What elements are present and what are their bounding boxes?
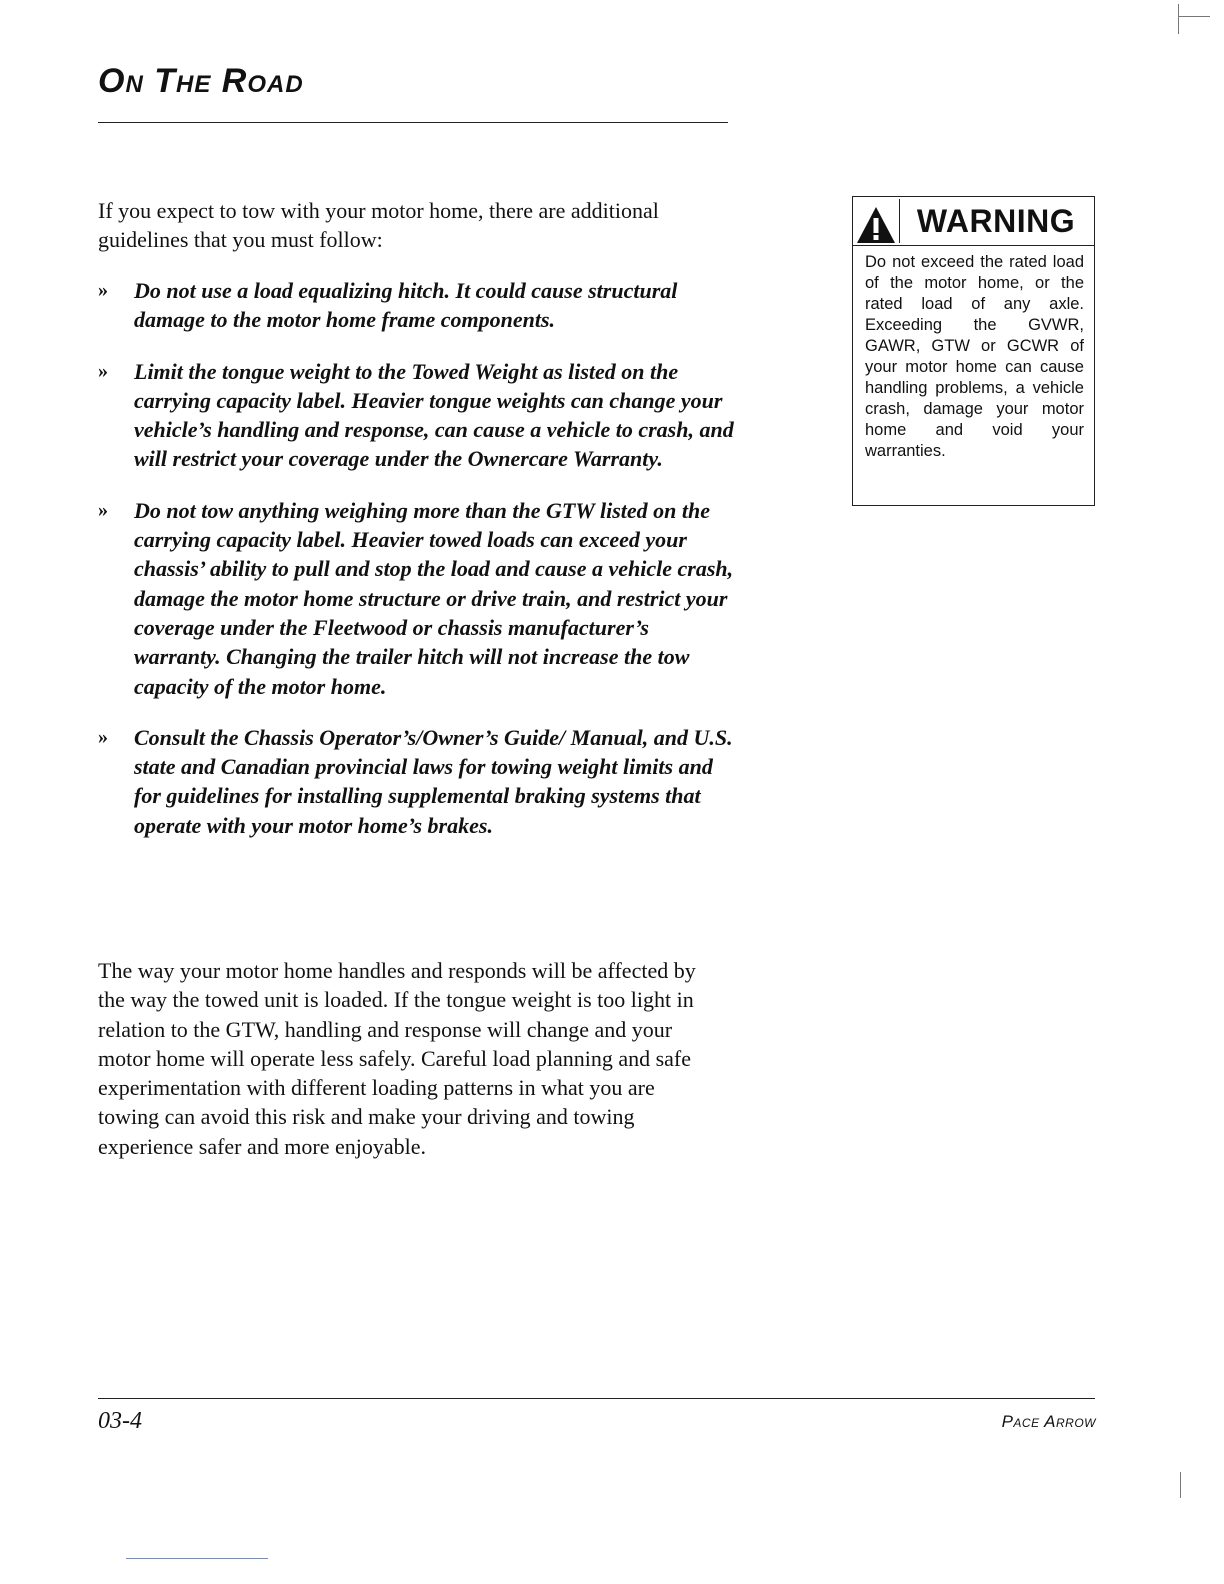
bullet-marker: » — [98, 359, 108, 382]
footer-book-title: Pace Arrow — [1001, 1412, 1096, 1431]
page-section-title: On The Road — [98, 62, 304, 100]
list-item — [98, 723, 738, 840]
warning-triangle-icon — [855, 205, 897, 245]
list-item — [98, 276, 738, 335]
closing-paragraph: The way your motor home handles and responds will be affected by the way the towed unit is loaded. If the tongue weight is too light in relation to the GTW, handling and response will change and your motor home will operate less safely. Careful load planning and safe experimentation with different loading patterns in what you are towing can avoid this risk and make your driving and towing experience safer and more enjoyable. — [98, 958, 696, 1159]
page-number: 03-4 — [98, 1408, 142, 1434]
footer-divider — [98, 1398, 1095, 1399]
list-item-text: Consult the Chassis Operator’s/Owner’s Guide/ Manual, and U.S. state and Canadian provincial laws for towing weight limits and for guidelines for installing supplemental braking systems that operate with your motor home’s brakes. — [134, 724, 733, 838]
warning-title: WARNING — [899, 199, 1092, 243]
bullet-marker: » — [98, 498, 108, 521]
bullet-marker: » — [98, 279, 108, 301]
intro-paragraph: If you expect to tow with your motor home, there are additional guidelines that you must follow: — [98, 198, 659, 252]
header-divider — [98, 122, 728, 123]
warning-box — [852, 196, 1095, 506]
bottom-margin-line — [126, 1558, 268, 1559]
towing-guidelines-list — [98, 276, 738, 862]
list-item-text: Do not tow anything weighing more than the GTW listed on the carrying capacity label. Heavier towed loads can exceed your chassis’ ability to pull and stop the load and cause a vehicle crash, damage the motor home structure or drive train, and restrict your coverage under the Fleetwood or chassis manufacturer’s warranty. Changing the trailer hitch will not increase the tow capacity of the motor home. — [134, 497, 734, 699]
warning-text: Do not exceed the rated load of the motor home, or the rated load of any axle. Exceeding the GVWR, GAWR, GTW or GCWR of your motor home can cause handling problems, a vehicle crash, damage your motor home and void your warranties. — [865, 253, 1084, 460]
bullet-marker: » — [98, 725, 108, 748]
scan-edge-mark — [1178, 4, 1179, 34]
list-item-text: Limit the tongue weight to the Towed Weight as listed on the carrying capacity label. Heavier tongue weights can change your vehicle’s handling and response, can cause a vehicle to crash, and will restrict your coverage under the Ownercare Warranty. — [134, 358, 734, 472]
scan-edge-mark — [1178, 16, 1210, 17]
list-item-text: Do not use a load equalizing hitch. It could cause structural damage to the motor home frame components. — [134, 278, 678, 333]
list-item — [98, 496, 738, 701]
warning-header — [853, 197, 1094, 246]
list-item — [98, 357, 738, 474]
scan-edge-mark — [1180, 1472, 1181, 1498]
